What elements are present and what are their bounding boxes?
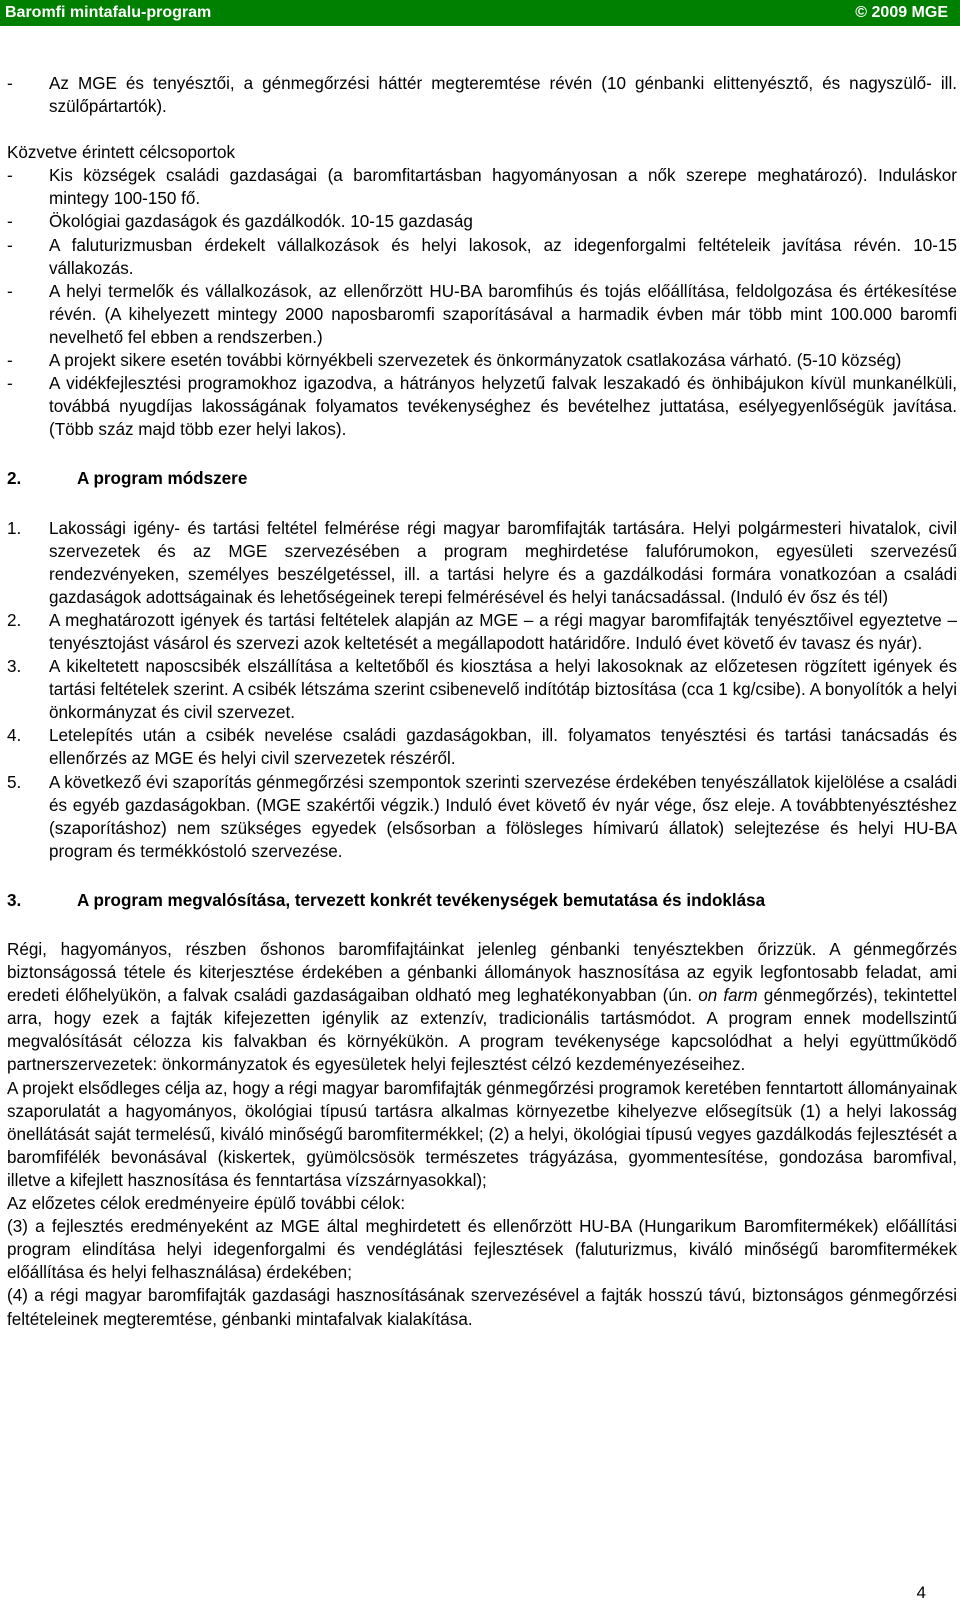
paragraph-text: Régi, hagyományos, részben őshonos baromfifajtáinkat jelenleg génbanki tenyésztekben őrizzük. A génmegőrzés biztonságossá tétele és kiterjesztése érdekében a génbanki állományok hasznosítása az egyik legfontosabb feladat, ami eredeti élőhelyükön, a falvak családi gazdaságaiban oldható meg leghatékonyabban (ún. (7, 940, 957, 1006)
list-item (7, 349, 957, 372)
item-text: A következő évi szaporítás génmegőrzési szempontok szerinti szervezése érdekében tenyészállatok kijelölése a családi és egyéb gazdaságokban. (MGE szakértői végzik.) Induló évet követő év nyár vége, ősz eleje. A továbbtenyésztéshez (szaporításhoz) nem szükséges egyedek (elsősorban a fölösleges hímivarú állatok) selejtezése és helyi HU-BA program és termékkóstoló szervezése. (49, 772, 957, 861)
document-body (7, 72, 957, 1331)
list-item-text: Ökológiai gazdaságok és gazdálkodók. 10-15 gazdaság (49, 212, 473, 232)
list-item-text: A projekt sikere esetén további környékbeli szervezetek és önkormányzatok csatlakozása várható. (5-10 község) (49, 351, 902, 371)
item-number: 1. (7, 518, 22, 538)
section-heading (7, 889, 957, 912)
list-item-text: A faluturizmusban érdekelt vállalkozások és helyi lakosok, az idegenforgalmi feltételeik javítása révén. 10-15 vállakozás. (49, 235, 957, 278)
dash-marker: - (7, 281, 13, 301)
numbered-item (7, 724, 957, 770)
item-text: Letelepítés után a csibék nevelése családi gazdaságokban, ill. folyamatos tenyésztési és tartási tanácsadás és ellenőrzés az MGE és helyi civil szervezetek részéről. (49, 726, 957, 769)
item-text: Lakossági igény- és tartási feltétel felmérése régi magyar baromfifajták tartására. Helyi polgármesteri hivatalok, civil szervezetek és az MGE szervezésében a program meghirdetése falufórumokon, egyesületi szervezésű rendezvényeken, személyes beszélgetéssel, ill. a tartási helyre és a gazdálkodási formára vonatkozóan a családi gazdaságok adottságainak és lehetőségeinek terepi felmérésével és helyi tanácsadással. (Induló év ősz és tél) (49, 518, 957, 607)
dash-marker: - (7, 235, 13, 255)
italic-term: on farm (698, 986, 758, 1006)
numbered-item (7, 655, 957, 724)
section-heading (7, 467, 957, 490)
dash-marker: - (7, 351, 13, 371)
paragraph: (3) a fejlesztés eredményeként az MGE által meghirdetett és ellenőrzött HU-BA (Hungarikum Baromfitermékek) előállítási program elindítása helyi idegenforgalmi és vendéglátási fejlesztések (faluturizmus, kiváló minőségű baromfitermékek előállítása és helyi felhasználása) érdekében; (7, 1217, 957, 1283)
section-subheading: Közvetve érintett célcsoportok (7, 143, 236, 163)
list-item (7, 280, 957, 349)
paragraph: (4) a régi magyar baromfifajták gazdasági hasznosításának szervezésével a fajták hosszú távú, biztonságos génmegőrzési feltételeinek megteremtése, génbanki mintafalvak kialakítása. (7, 1286, 957, 1329)
paragraph (7, 938, 957, 1077)
section-number: 3. (7, 890, 22, 910)
list-item-text: A vidékfejlesztési programokhoz igazodva, a hátrányos helyzetű falvak leszakadó és önhibájukon kívül munkanélküli, továbbá nyugdíjas lakosságának folyamatos tevékenységhez és bevételhez juttatása, esélyegyenlőségük javítása. (Több száz majd több ezer helyi lakos). (49, 374, 957, 440)
item-number: 4. (7, 726, 22, 746)
dash-marker: - (7, 74, 13, 93)
header-title: Baromfi mintafalu-program (5, 4, 212, 21)
page-number: 4 (916, 1583, 926, 1602)
item-number: 3. (7, 657, 22, 677)
list-item (7, 372, 957, 441)
list-item-text: A helyi termelők és vállalkozások, az ellenőrzött HU-BA baromfihús és tojás előállítása, feldolgozása és értékesítése révén. (A kihelyezett mintegy 2000 naposbaromfi szaporításával a harmadik évben már több mint 100.000 baromfi nevelhető fel ebben a rendszerben.) (49, 281, 957, 347)
numbered-item (7, 517, 957, 609)
list-item-text: Az MGE és tenyésztői, a génmegőrzési háttér megteremtése révén (10 génbanki elittenyésztő, és nagyszülő- ill. szülőpártartók). (49, 74, 957, 117)
paragraph: A projekt elsődleges célja az, hogy a régi magyar baromfifajták génmegőrzési programok keretében fenntartott állományainak szaporulatát a hagyományos, ökológiai típusú tartásra alkalmas környezetbe kihelyezve elősegítsük (1) a helyi lakosság önellátását saját termelésű, kiváló minőségű baromfitermékkel; (2) a helyi, ökológiai típusú vegyes gazdálkodás fejlesztését a baromfifélék bevonásával (kiskertek, gyümölcsösök természetes trágyázása, gyommentesítése, gondozása baromfival, illetve a kifejlett hasznosítása és fenntartása vízszárnyasokkal); (7, 1078, 957, 1190)
header-copyright: © 2009 MGE (855, 4, 948, 21)
dash-marker: - (7, 212, 13, 232)
list-item (7, 234, 957, 280)
item-number: 5. (7, 772, 22, 792)
numbered-item (7, 609, 957, 655)
item-text: A kikeltetett naposcsibék elszállítása a keltetőből és kiosztása a helyi lakosoknak az előzetesen rögzített igények és tartási feltételek szerint. A csibék létszáma szerint csibenevelő indítótáp biztosítása (cca 1 kg/csibe). A bonyolítók a helyi önkormányzat és civil szervezet. (49, 657, 957, 723)
section-title: A program megvalósítása, tervezett konkrét tevékenységek bemutatása és indoklása (77, 890, 766, 910)
item-text: A meghatározott igények és tartási feltételek alapján az MGE – a régi magyar baromfifajták tenyésztőivel egyeztetve – tenyésztojást vásárol és szervezi azok keltetését a megállapodott határidőre. Induló évet követő év tavasz és nyár). (49, 610, 957, 653)
numbered-item (7, 771, 957, 863)
list-item (7, 72, 957, 118)
dash-marker: - (7, 166, 13, 186)
section-title: A program módszere (77, 469, 248, 489)
paragraph-text: génmegőrzés), tekintettel arra, hogy ezek a fajták kifejezetten igénylik az extenzív, tradicionális tartásmódot. A program ennek modellszintű megvalósítását célozza kis falvakban és környékükön. A program tevékenysége kapcsolódhat a helyi együttműködő partnerszervezetek: önkormányzatok és egyesületek helyi fejlesztést célzó kezdeményezéseihez. (7, 986, 957, 1075)
paragraph: Az előzetes célok eredményeire épülő további célok: (7, 1194, 406, 1214)
list-item (7, 164, 957, 210)
item-number: 2. (7, 610, 22, 630)
page-header (0, 0, 960, 26)
section-number: 2. (7, 469, 22, 489)
dash-marker: - (7, 374, 13, 394)
list-item-text: Kis községek családi gazdaságai (a baromfitartásban hagyományosan a nők szerepe meghatározó). Induláskor mintegy 100-150 fő. (49, 166, 957, 209)
list-item (7, 210, 957, 233)
